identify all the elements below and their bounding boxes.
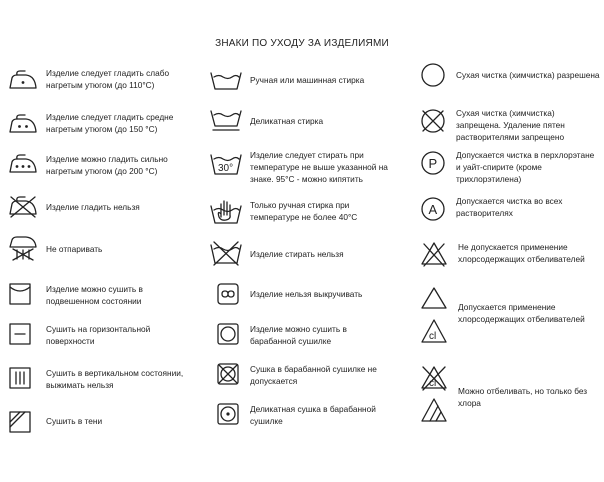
label-line: температуре не более 40°C [250,212,358,222]
label-line: Допускается чистка во всех [456,196,563,206]
delicate-wash-icon [210,108,242,134]
no-dry-clean-icon [420,108,446,134]
no-wring-icon [216,282,240,306]
label-line: Можно отбеливать, но только без [458,386,588,396]
tumble-dry-icon [216,322,240,346]
label-line: Изделие можно сушить в [250,324,347,334]
no-tumble-dry-icon [216,362,240,386]
no-steam-icon [8,233,38,261]
label-line: Допускается применение [458,302,556,312]
page-title: ЗНАКИ ПО УХОДУ ЗА ИЗДЕЛИЯМИ [215,38,389,49]
label-line: Изделие следует стирать при [250,150,364,160]
label-line: температуре не выше указанной на [250,162,388,172]
label-line: хлора [458,398,481,408]
drip-dry-icon [8,366,32,390]
label-line: хлорсодержащих отбеливателей [458,314,585,324]
label-line: Изделие гладить нельзя [46,202,140,212]
label-line: Сушить в тени [46,416,103,426]
label-line: запрещена. Удаление пятен [456,120,565,130]
label-line: растворителях [456,208,513,218]
label-line: нагретым утюгом (до 110°C) [46,80,155,90]
iron-one-dot-icon [8,68,38,90]
temperature-label: 30° [218,163,234,174]
label-line: хлорсодержащих отбеливателей [458,254,585,264]
letter-a: A [428,202,438,217]
bleach-icon [420,286,448,310]
washtub-icon [210,70,242,90]
no-iron-icon [8,194,38,218]
label-line: Сушка в барабанной сушилке не [250,364,377,374]
label-line: нагретым утюгом (до 150 °C) [46,124,158,134]
label-line: Только ручная стирка при [250,200,350,210]
bleach-cl-icon [420,318,448,344]
label-line: Изделие можно гладить сильно [46,154,168,164]
label-line: и уайт-спирите (кроме [456,162,542,172]
iron-two-dots-icon [8,112,38,134]
cl-label: cl [429,378,437,389]
no-wash-icon [210,240,242,266]
label-line: Сухая чистка (химчистка) [456,108,555,118]
label-line: барабанной сушилке [250,336,332,346]
letter-p: P [428,156,438,171]
label-line: знаке. 95°C - можно кипятить [250,174,363,184]
label-line: Допускается чистка в перхлорэтане [456,150,595,160]
hand-wash-icon [210,198,242,224]
dry-in-shade-icon [8,410,32,434]
label-line: Изделие можно сушить в [46,284,143,294]
delicate-tumble-dry-icon [216,402,240,426]
cl-label: cl [429,331,437,342]
line-dry-icon [8,282,32,306]
label-line: Не допускается применение [458,242,568,252]
label-line: трихлорэтилена) [456,174,522,184]
label-line: выжимать нельзя [46,380,114,390]
label-line: Изделие нельзя выкручивать [250,289,363,299]
iron-three-dots-icon [8,152,38,174]
no-chlorine-bleach-icon [420,364,448,392]
label-line: Ручная или машинная стирка [250,75,365,85]
dry-clean-p-icon [420,150,446,176]
label-line: допускается [250,376,298,386]
no-bleach-icon [420,240,448,268]
label-line: сушилке [250,416,283,426]
dry-flat-icon [8,322,32,346]
label-line: Деликатная сушка в барабанной [250,404,376,414]
label-line: Изделие следует гладить средне [46,112,174,122]
label-line: нагретым утюгом (до 200 °C) [46,166,158,176]
label-line: Изделие стирать нельзя [250,249,344,259]
label-line: Сухая чистка (химчистка) разрешена [456,70,600,80]
label-line: подвешенном состоянии [46,296,142,306]
label-line: Не отпаривать [46,244,103,254]
dry-clean-a-icon [420,196,446,222]
label-line: Сушить на горизонтальной [46,324,151,334]
label-line: Изделие следует гладить слабо [46,68,170,78]
dry-clean-icon [420,62,446,88]
wash-30-icon [210,150,242,176]
label-line: Деликатная стирка [250,116,324,126]
label-line: растворителями запрещено [456,132,565,142]
label-line: поверхности [46,336,95,346]
non-chlorine-bleach-icon [420,396,448,424]
label-line: Сушить в вертикальном состоянии, [46,368,184,378]
